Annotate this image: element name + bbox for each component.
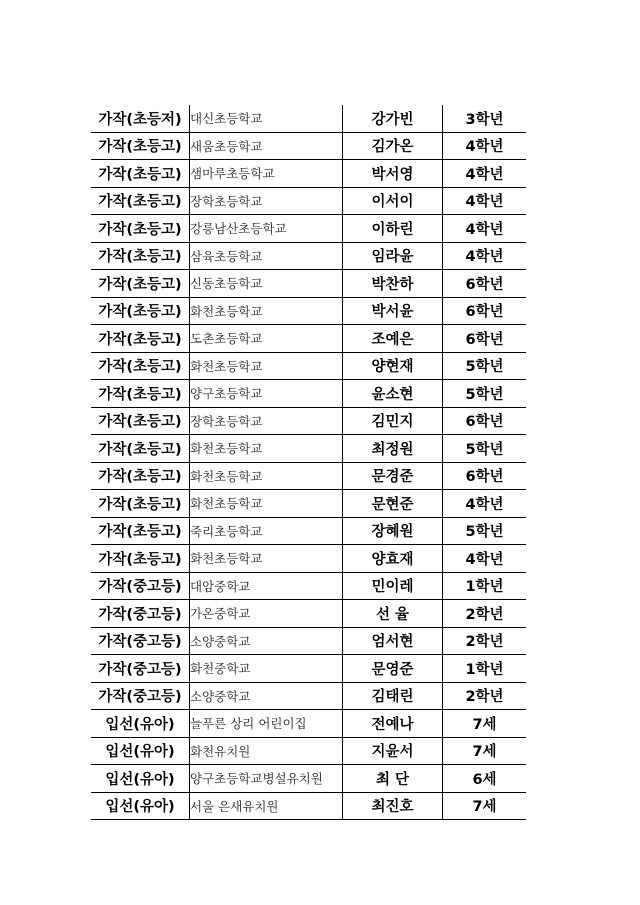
table-row [91, 462, 526, 490]
grade-cell: 1학년 [443, 655, 527, 683]
award-cell: 가작(초등고) [91, 270, 190, 298]
table-row [91, 215, 526, 243]
school-cell: 가온중학교 [190, 600, 343, 628]
school-cell: 강릉남산초등학교 [190, 215, 343, 243]
school-cell: 도촌초등학교 [190, 325, 343, 353]
school-cell: 대신초등학교 [190, 105, 343, 132]
grade-cell: 5학년 [443, 352, 527, 380]
name-cell: 박서윤 [343, 297, 443, 325]
award-cell: 가작(초등고) [91, 215, 190, 243]
grade-cell: 6학년 [443, 407, 527, 435]
name-cell: 임라윤 [343, 242, 443, 270]
grade-cell: 4학년 [443, 215, 527, 243]
award-cell: 가작(초등고) [91, 490, 190, 518]
grade-cell: 5학년 [443, 435, 527, 463]
table-row [91, 435, 526, 463]
grade-cell: 6학년 [443, 325, 527, 353]
grade-cell: 6학년 [443, 297, 527, 325]
name-cell: 김민지 [343, 407, 443, 435]
name-cell: 윤소현 [343, 380, 443, 408]
table-row [91, 160, 526, 188]
award-cell: 가작(초등고) [91, 352, 190, 380]
school-cell: 양구초등학교병설유치원 [190, 765, 343, 793]
grade-cell: 7세 [443, 792, 527, 820]
name-cell: 이서이 [343, 187, 443, 215]
school-cell: 새움초등학교 [190, 132, 343, 160]
grade-cell: 4학년 [443, 132, 527, 160]
name-cell: 장혜원 [343, 517, 443, 545]
name-cell: 양현재 [343, 352, 443, 380]
table-row [91, 325, 526, 353]
name-cell: 문영준 [343, 655, 443, 683]
grade-cell: 5학년 [443, 380, 527, 408]
award-cell: 입선(유아) [91, 710, 190, 738]
table-row [91, 517, 526, 545]
table-row [91, 765, 526, 793]
name-cell: 문현준 [343, 490, 443, 518]
school-cell: 신동초등학교 [190, 270, 343, 298]
table-row [91, 682, 526, 710]
table-row [91, 600, 526, 628]
name-cell: 문경준 [343, 462, 443, 490]
name-cell: 김가온 [343, 132, 443, 160]
table-row [91, 655, 526, 683]
table-row [91, 352, 526, 380]
name-cell: 지윤서 [343, 737, 443, 765]
award-cell: 가작(중고등) [91, 682, 190, 710]
name-cell: 엄서현 [343, 627, 443, 655]
name-cell: 이하린 [343, 215, 443, 243]
school-cell: 화천초등학교 [190, 297, 343, 325]
grade-cell: 7세 [443, 710, 527, 738]
school-cell: 샘마루초등학교 [190, 160, 343, 188]
school-cell: 대암중학교 [190, 572, 343, 600]
award-cell: 가작(초등고) [91, 435, 190, 463]
name-cell: 최정원 [343, 435, 443, 463]
name-cell: 박서영 [343, 160, 443, 188]
award-cell: 가작(초등고) [91, 462, 190, 490]
award-cell: 가작(초등고) [91, 325, 190, 353]
school-cell: 소양중학교 [190, 682, 343, 710]
award-cell: 가작(중고등) [91, 572, 190, 600]
grade-cell: 6학년 [443, 270, 527, 298]
award-cell: 가작(중고등) [91, 627, 190, 655]
table-row [91, 490, 526, 518]
table-row [91, 242, 526, 270]
table-row [91, 572, 526, 600]
table-row [91, 545, 526, 573]
grade-cell: 4학년 [443, 187, 527, 215]
award-cell: 가작(초등고) [91, 517, 190, 545]
school-cell: 늘푸른 상리 어린이집 [190, 710, 343, 738]
grade-cell: 3학년 [443, 105, 527, 132]
grade-cell: 4학년 [443, 490, 527, 518]
grade-cell: 7세 [443, 737, 527, 765]
school-cell: 화천초등학교 [190, 490, 343, 518]
school-cell: 죽리초등학교 [190, 517, 343, 545]
school-cell: 화천유치원 [190, 737, 343, 765]
award-cell: 가작(초등고) [91, 242, 190, 270]
award-cell: 가작(초등고) [91, 160, 190, 188]
name-cell: 최진호 [343, 792, 443, 820]
table-row [91, 792, 526, 820]
table-row [91, 380, 526, 408]
table-row [91, 105, 526, 132]
award-cell: 가작(초등고) [91, 187, 190, 215]
grade-cell: 2학년 [443, 627, 527, 655]
school-cell: 화천중학교 [190, 655, 343, 683]
grade-cell: 2학년 [443, 682, 527, 710]
award-cell: 가작(초등고) [91, 380, 190, 408]
award-cell: 가작(중고등) [91, 655, 190, 683]
grade-cell: 4학년 [443, 160, 527, 188]
school-cell: 화천초등학교 [190, 462, 343, 490]
award-cell: 입선(유아) [91, 737, 190, 765]
award-cell: 가작(중고등) [91, 600, 190, 628]
school-cell: 화천초등학교 [190, 435, 343, 463]
grade-cell: 5학년 [443, 517, 527, 545]
name-cell: 양효재 [343, 545, 443, 573]
name-cell: 조예은 [343, 325, 443, 353]
table-row [91, 737, 526, 765]
name-cell: 김태린 [343, 682, 443, 710]
school-cell: 화천초등학교 [190, 545, 343, 573]
award-cell: 가작(초등저) [91, 105, 190, 132]
school-cell: 화천초등학교 [190, 352, 343, 380]
award-cell: 가작(초등고) [91, 132, 190, 160]
school-cell: 삼육초등학교 [190, 242, 343, 270]
table-row [91, 297, 526, 325]
award-table-body [91, 105, 526, 820]
school-cell: 서울 은새유치원 [190, 792, 343, 820]
grade-cell: 4학년 [443, 242, 527, 270]
grade-cell: 2학년 [443, 600, 527, 628]
name-cell: 최 단 [343, 765, 443, 793]
school-cell: 장학초등학교 [190, 407, 343, 435]
school-cell: 장학초등학교 [190, 187, 343, 215]
grade-cell: 4학년 [443, 545, 527, 573]
table-row [91, 132, 526, 160]
table-row [91, 710, 526, 738]
table-row [91, 270, 526, 298]
grade-cell: 1학년 [443, 572, 527, 600]
name-cell: 강가빈 [343, 105, 443, 132]
grade-cell: 6학년 [443, 462, 527, 490]
school-cell: 양구초등학교 [190, 380, 343, 408]
school-cell: 소양중학교 [190, 627, 343, 655]
award-table [91, 105, 526, 820]
award-cell: 가작(초등고) [91, 297, 190, 325]
name-cell: 민이레 [343, 572, 443, 600]
award-cell: 가작(초등고) [91, 407, 190, 435]
grade-cell: 6세 [443, 765, 527, 793]
table-row [91, 187, 526, 215]
table-row [91, 407, 526, 435]
award-cell: 입선(유아) [91, 792, 190, 820]
award-cell: 입선(유아) [91, 765, 190, 793]
name-cell: 박찬하 [343, 270, 443, 298]
award-cell: 가작(초등고) [91, 545, 190, 573]
name-cell: 선 율 [343, 600, 443, 628]
table-row [91, 627, 526, 655]
name-cell: 전예나 [343, 710, 443, 738]
